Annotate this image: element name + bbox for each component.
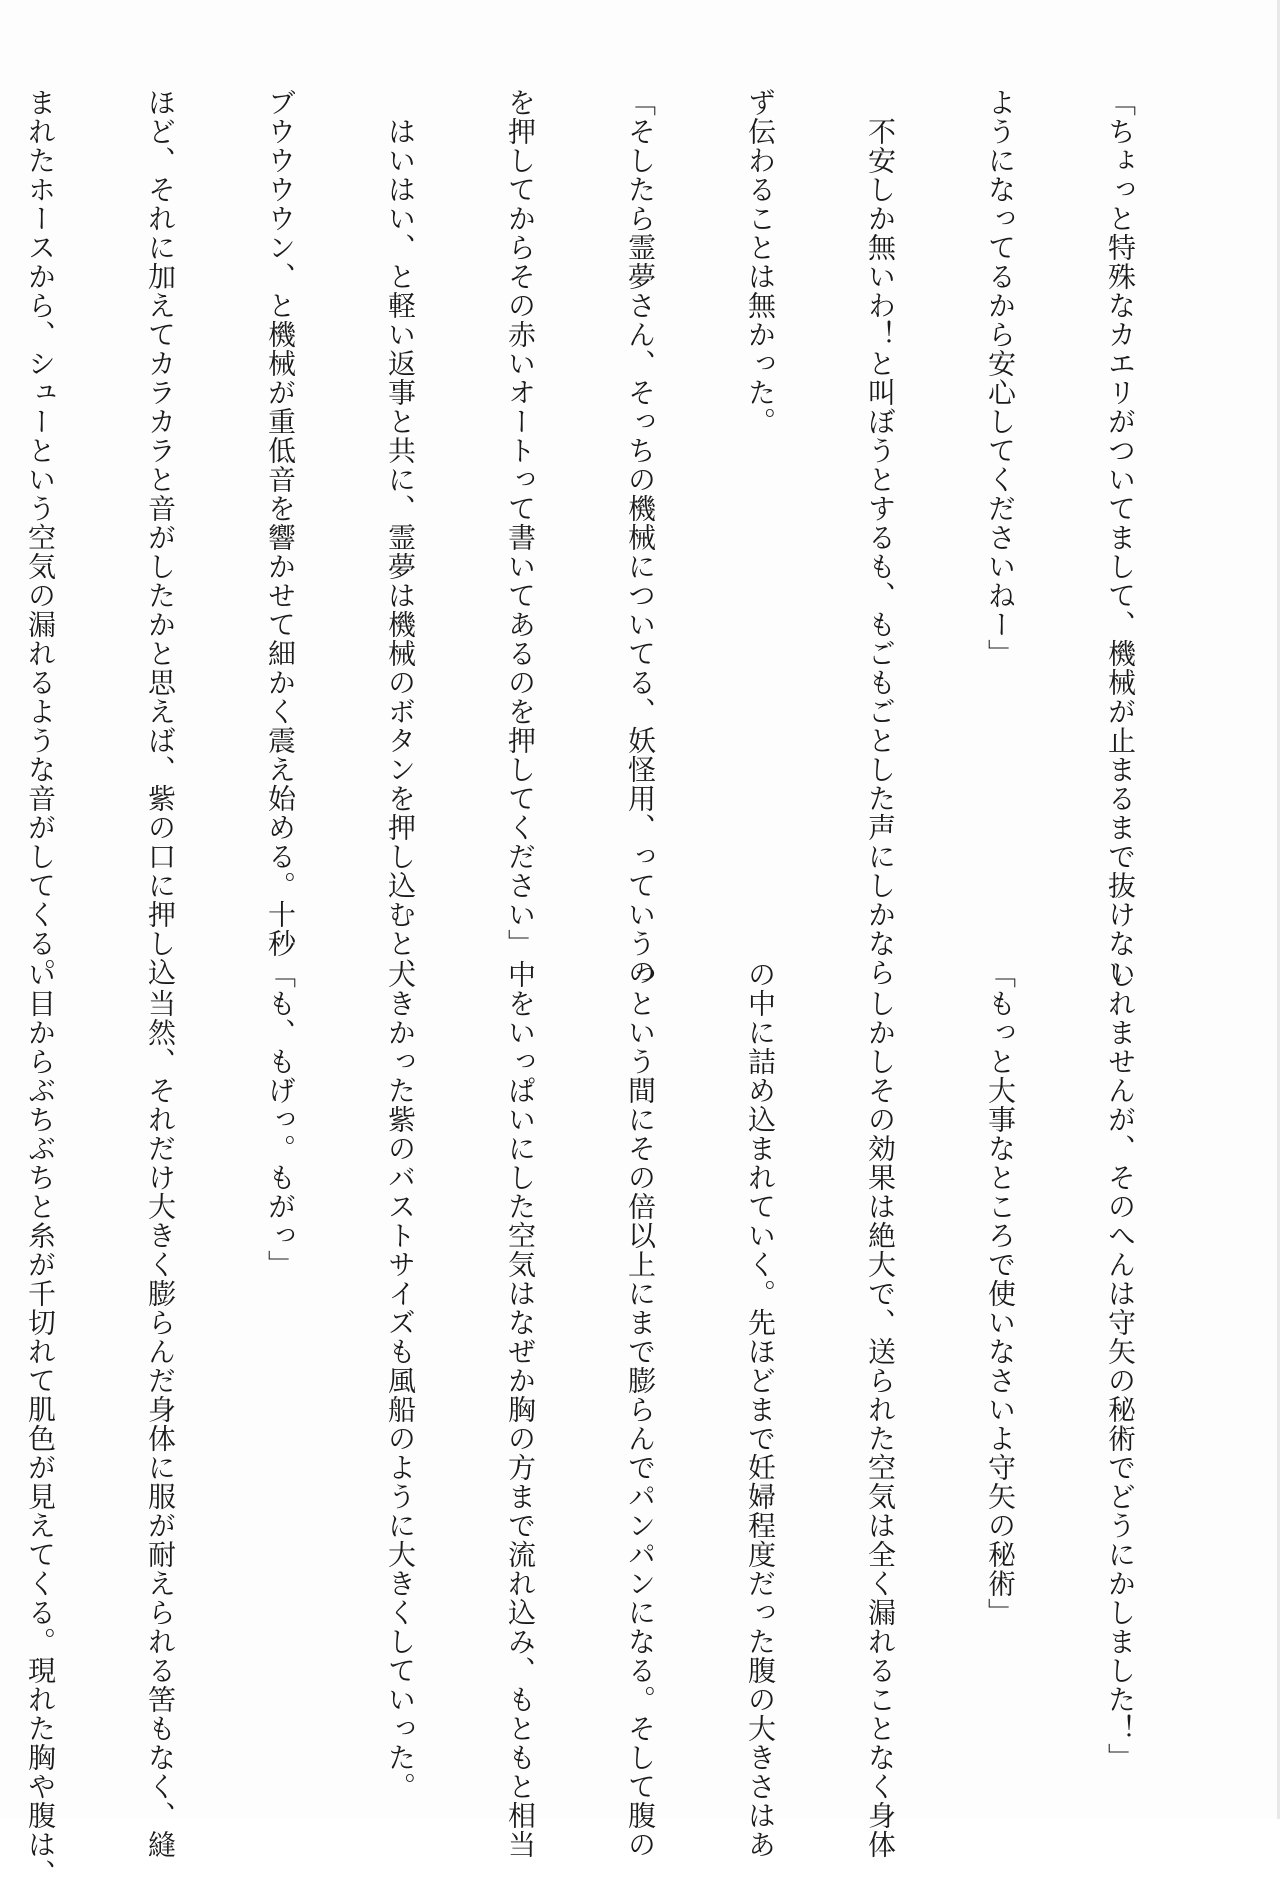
text-line: ほど、それに加えてカラカラと音がしたかと思えば、紫の口に押し込 (144, 88, 177, 987)
text-line: ブウウウウン、と機械が重低音を響かせて細かく震え始める。十秒 (264, 88, 297, 958)
text-column-bottom (24, 960, 1220, 1888)
text-line: 当然、それだけ大きく膨らんだ身体に服が耐えられる筈もなく、縫 (144, 960, 177, 1859)
text-line: 「ちょっと特殊なカエリがついてまして、機械が止まるまで抜けない (1104, 88, 1137, 987)
text-line: を押してからその赤いオートって書いてあるのを押してください」 (504, 88, 537, 958)
text-line: 「そしたら霊夢さん、そっちの機械についてる、妖怪用、っていうの (624, 88, 657, 987)
text-line: ず伝わることは無かった。 (744, 88, 777, 436)
text-line: 不安しか無いわ！と叫ぼうとするも、もごもごとした声にしかなら (864, 88, 897, 987)
text-line: い目からぶちぶちと糸が千切れて肌色が見えてくる。現れた胸や腹は、 (24, 960, 57, 1888)
text-line: 中をいっぱいにした空気はなぜか胸の方まで流れ込み、もともと相当 (504, 960, 537, 1859)
text-line: しれませんが、そのへんは守矢の秘術でどうにかしました！」 (1104, 960, 1137, 1772)
text-line: しかしその効果は絶大で、送られた空気は全く漏れることなく身体 (864, 960, 897, 1859)
text-line: ようになってるから安心してくださいねー」 (984, 88, 1017, 668)
text-column-top (24, 88, 1220, 987)
text-line: 「もっと大事なところで使いなさいよ守矢の秘術」 (984, 960, 1017, 1627)
text-line: の中に詰め込まれていく。先ほどまで妊婦程度だった腹の大きさはあ (744, 960, 777, 1859)
text-line: 「も、もげっ。もがっ」 (264, 960, 297, 1279)
text-line: 大きかった紫のバストサイズも風船のように大きくしていった。 (384, 960, 417, 1801)
text-line: はいはい、と軽い返事と共に、霊夢は機械のボタンを押し込むと、 (384, 88, 417, 987)
text-line: っという間にその倍以上にまで膨らんでパンパンになる。そして腹の (624, 960, 657, 1859)
text-line: まれたホースから、シューという空気の漏れるような音がしてくる。 (24, 88, 57, 987)
